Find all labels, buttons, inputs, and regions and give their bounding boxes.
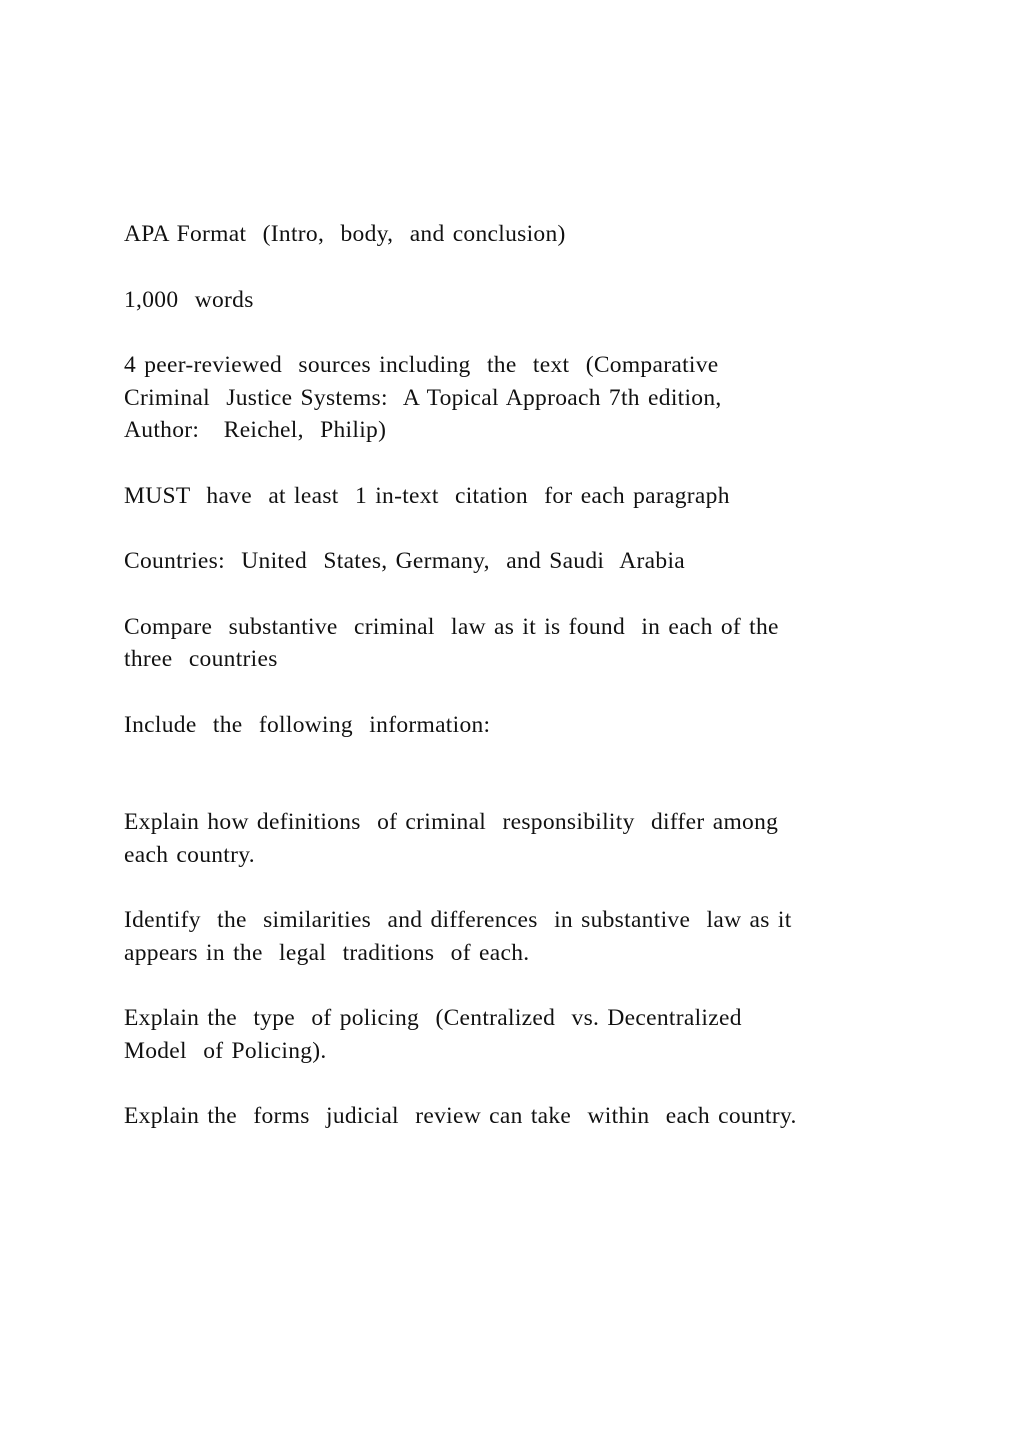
- text-line: Include the following information:: [124, 711, 491, 738]
- blank-line: [124, 774, 914, 806]
- text-line: APA Format (Intro, body, and conclusion): [124, 221, 566, 247]
- paragraph-countries: [124, 545, 914, 578]
- paragraph-word-count: [124, 284, 914, 317]
- paragraph-compare: [124, 611, 914, 676]
- paragraph-judicial-review: [124, 1100, 914, 1133]
- paragraph-format: [124, 218, 914, 251]
- text-line: Explain the type of policing (Centralized vs. Decentralized: [124, 1005, 742, 1031]
- text-line: three countries: [124, 646, 278, 672]
- text-line: Author: Reichel, Philip): [124, 417, 387, 443]
- text-line: Countries: United States, Germany, and Saudi Arabia: [124, 548, 686, 574]
- text-line: appears in the legal traditions of each.: [124, 939, 530, 966]
- document-body: [124, 218, 914, 1166]
- text-line: Explain the forms judicial review can take within each country.: [124, 1103, 797, 1129]
- text-line: Explain how definitions of criminal responsibility differ among: [124, 809, 779, 835]
- text-line: Criminal Justice Systems: A Topical Approach 7th edition,: [124, 384, 722, 411]
- text-line: Model of Policing).: [124, 1037, 327, 1064]
- text-line: 4 peer-reviewed sources including the text (Comparative: [124, 352, 719, 378]
- text-line: Compare substantive criminal law as it is found in each of the: [124, 613, 779, 640]
- text-line: each country.: [124, 841, 255, 868]
- paragraph-citation-requirement: [124, 480, 914, 513]
- paragraph-sources: [124, 349, 914, 447]
- paragraph-criminal-responsibility: [124, 806, 914, 871]
- text-line: Identify the similarities and differences in substantive law as it: [124, 907, 792, 933]
- paragraph-policing: [124, 1002, 914, 1067]
- text-line: 1,000 words: [124, 286, 254, 313]
- paragraph-similarities: [124, 904, 914, 969]
- text-line: MUST have at least 1 in-text citation for each paragraph: [124, 482, 730, 509]
- paragraph-include-heading: [124, 709, 914, 742]
